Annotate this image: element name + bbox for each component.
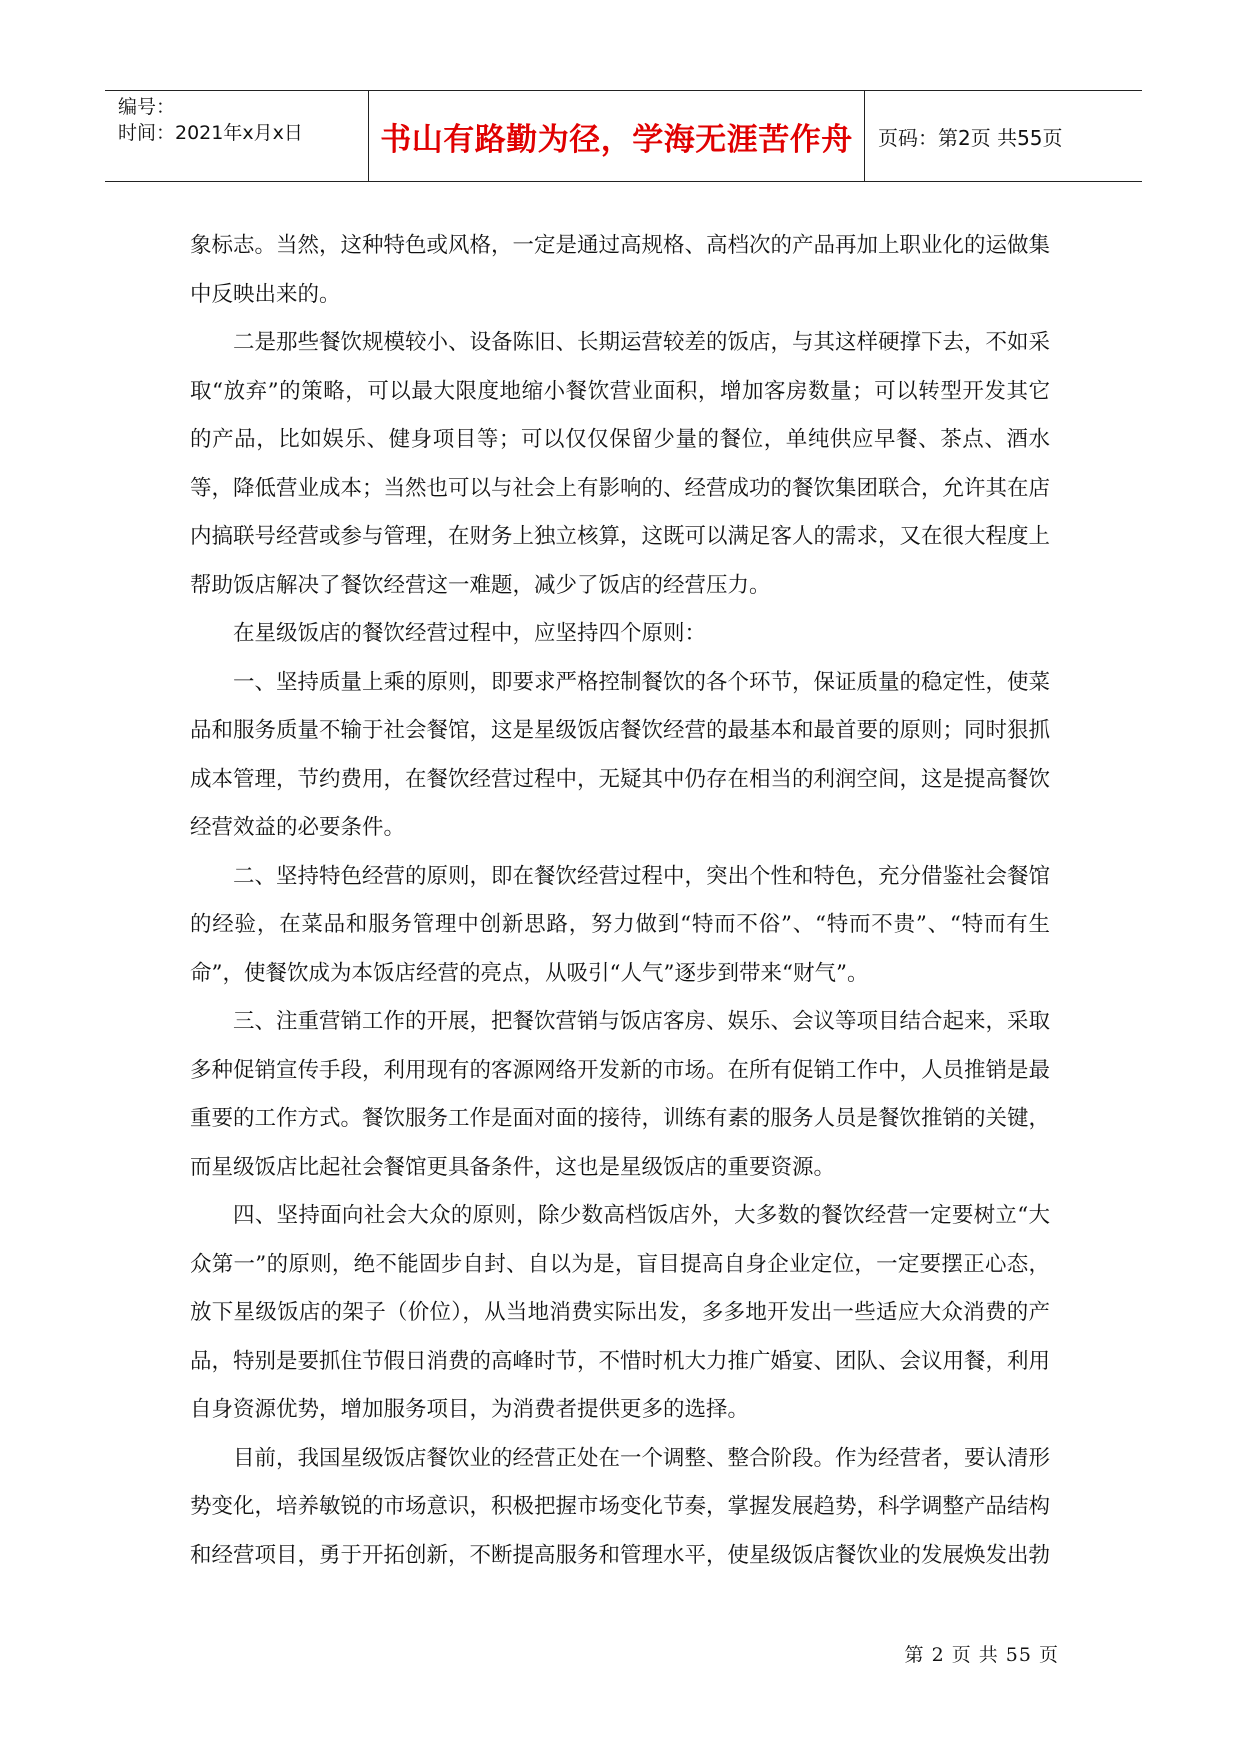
paragraph: 二、坚持特色经营的原则，即在餐饮经营过程中，突出个性和特色，充分借鉴社会餐馆的经验，在菜品和服务管理中创新思路，努力做到“特而不俗”、“特而不贵”、“特而有生命”，使餐饮成为本饭店经营的亮点，从吸引“人气”逐步到带来“财气”。 <box>190 863 1051 986</box>
header-page-cell <box>865 91 1142 181</box>
paragraph: 象标志。当然，这种特色或风格，一定是通过高规格、高档次的产品再加上职业化的运做集中反映出来的。 <box>190 233 1051 307</box>
header-info-cell <box>105 91 369 181</box>
header-motto-cell <box>369 91 865 181</box>
number-label: 编号： <box>118 96 176 118</box>
paragraph: 四、坚持面向社会大众的原则，除少数高档饭店外，大多数的餐饮经营一定要树立“大众第一”的原则，绝不能固步自封、自以为是，盲目提高自身企业定位，一定要摆正心态，放下星级饭店的架子（价位），从当地消费实际出发，多多地开发出一些适应大众消费的产品，特别是要抓住节假日消费的高峰时节，不惜时机大力推广婚宴、团队、会议用餐，利用自身资源优势，增加服务项目，为消费者提供更多的选择。 <box>190 1203 1051 1422</box>
paragraph: 目前，我国星级饭店餐饮业的经营正处在一个调整、整合阶段。作为经营者，要认清形势变化，培养敏锐的市场意识，积极把握市场变化节奏，掌握发展趋势，科学调整产品结构和经营项目，勇于开拓创新，不断提高服务和管理水平，使星级饭店餐饮业的发展焕发出勃 <box>190 1445 1051 1568</box>
paragraph: 一、坚持质量上乘的原则，即要求严格控制餐饮的各个环节，保证质量的稳定性，使菜品和服务质量不输于社会餐馆，这是星级饭店餐饮经营的最基本和最首要的原则；同时狠抓成本管理，节约费用，在餐饮经营过程中，无疑其中仍存在相当的利润空间，这是提高餐饮经营效益的必要条件。 <box>190 669 1051 840</box>
document-body <box>190 222 1050 1580</box>
paragraph: 二是那些餐饮规模较小、设备陈旧、长期运营较差的饭店，与其这样硬撑下去，不如采取“放弃”的策略，可以最大限度地缩小餐饮营业面积，增加客房数量；可以转型开发其它的产品，比如娱乐、健身项目等；可以仅仅保留少量的餐位，单纯供应早餐、茶点、酒水等，降低营业成本；当然也可以与社会上有影响的、经营成功的餐饮集团联合，允许其在店内搞联号经营或参与管理，在财务上独立核算，这既可以满足客人的需求，又在很大程度上帮助饭店解决了餐饮经营这一难题，减少了饭店的经营压力。 <box>190 330 1051 598</box>
page-footer <box>905 1640 1059 1667</box>
footer-page-info: 第 2 页 共 55 页 <box>904 1644 1059 1666</box>
page-header <box>105 90 1142 182</box>
paragraph: 在星级饭店的餐饮经营过程中，应坚持四个原则： <box>233 621 707 646</box>
page-code: 页码：第2页 共55页 <box>878 125 1063 150</box>
motto-text: 书山有路勤为径，学海无涯苦作舟 <box>380 121 853 158</box>
time-label: 时间：2021年x月x日 <box>118 122 303 144</box>
paragraph: 三、注重营销工作的开展，把餐饮营销与饭店客房、娱乐、会议等项目结合起来，采取多种促销宣传手段，利用现有的客源网络开发新的市场。在所有促销工作中，人员推销是最重要的工作方式。餐饮服务工作是面对面的接待，训练有素的服务人员是餐饮推销的关键，而星级饭店比起社会餐馆更具备条件，这也是星级饭店的重要资源。 <box>190 1009 1051 1180</box>
